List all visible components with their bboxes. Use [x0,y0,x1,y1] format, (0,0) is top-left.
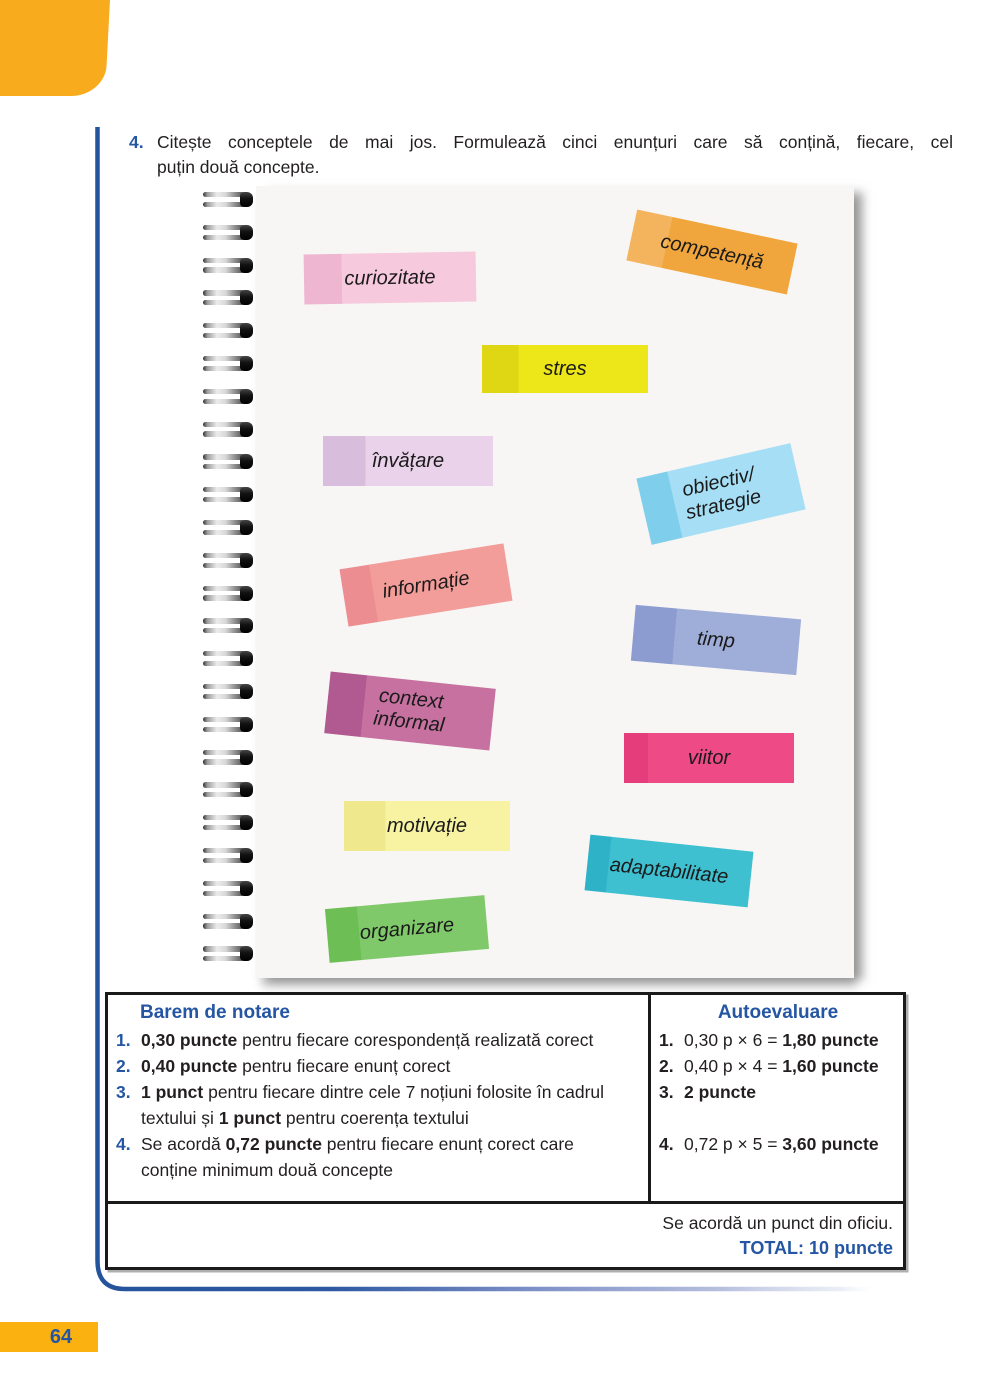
barem-cell [108,995,651,1201]
spiral-coil-icon [203,323,253,338]
spiral-coil-icon [203,750,253,765]
sticky-note-label: adaptabilitate [608,853,730,888]
scoring-footer [108,1201,903,1267]
corner-tab [0,0,110,96]
sticky-note-label: viitor [687,746,731,769]
spiral-coil-icon [203,192,253,207]
autoevaluare-cell [651,995,903,1201]
scoring-item: 1. 0,30 p × 6 = 1,80 puncte [659,1030,879,1050]
sticky-note [323,436,493,486]
spiral-coil-icon [203,848,253,863]
spiral-coil-icon [203,815,253,830]
instruction-line-2: puțin două concepte. [157,157,320,177]
sticky-note-label: context informal [372,684,446,737]
scoring-item: 2. 0,40 p × 4 = 1,60 puncte [659,1056,879,1076]
page-number-tab [0,1322,98,1352]
spiral-coil-icon [203,487,253,502]
spiral-coil-icon [203,258,253,273]
sticky-note [344,801,510,851]
spiral-coil-icon [203,651,253,666]
sticky-note-label: timp [696,626,736,653]
total-points-label: TOTAL: 10 puncte [739,1238,893,1258]
sticky-note-label: competență [658,229,766,274]
scoring-item: 3. 1 punct pentru fiecare dintre cele 7 noțiuni folosite în cadrul textului și 1 punct pentru coerența textului [116,1082,605,1128]
spiral-coil-icon [203,717,253,732]
autoevaluare-items [659,1027,897,1157]
spiral-coil-icon [203,520,253,535]
spiral-coil-icon [203,684,253,699]
spiral-coil-icon [203,881,253,896]
scoring-table [105,992,906,1270]
autoevaluare-title: Autoevaluare [717,1002,839,1023]
sticky-note-label: informație [380,566,472,603]
spiral-coil-icon [203,914,253,929]
barem-title: Barem de notare [140,1002,290,1023]
sticky-note-label: motivație [386,814,468,837]
spiral-coil-icon [203,618,253,633]
scoring-item: 4. 0,72 p × 5 = 3,60 puncte [659,1134,879,1154]
scoring-row [108,995,903,1201]
scoring-item: 3. 2 puncte [659,1082,756,1102]
spiral-coil-icon [203,782,253,797]
spiral-coil-icon [203,290,253,305]
exercise-instruction [157,130,953,180]
spiral-coil-icon [203,389,253,404]
sticky-note-label: organizare [358,913,455,944]
scoring-item: 2. 0,40 puncte pentru fiecare enunț corect [116,1056,451,1076]
spiral-coil-icon [203,553,253,568]
scoring-item: 4. Se acordă 0,72 puncte pentru fiecare enunț corect care conține minimum două concepte [116,1134,574,1180]
instruction-line-1: Citește conceptele de mai jos. Formulează cinci enunțuri care să conțină, fiecare, cel [157,132,953,152]
scoring-item: 1. 0,30 puncte pentru fiecare corespondență realizată corect [116,1030,594,1050]
spiral-coil-icon [203,946,253,961]
sticky-note [624,733,794,783]
barem-items [116,1027,640,1183]
sticky-note-label: stres [543,357,587,380]
spiral-coil-icon [203,225,253,240]
spiral-coil-icon [203,356,253,371]
sticky-note [304,252,477,305]
spiral-coil-icon [203,454,253,469]
sticky-note [482,345,648,393]
sticky-note-label: curiozitate [344,265,436,290]
bonus-point-note: Se acordă un punct din oficiu. [662,1213,893,1233]
exercise-number: 4. [129,132,144,152]
page-number: 64 [49,1326,73,1348]
sticky-note-label: învățare [371,449,445,472]
spiral-coil-icon [203,422,253,437]
spiral-coil-icon [203,586,253,601]
sticky-note-label: obiectiv/ strategie [680,463,764,525]
